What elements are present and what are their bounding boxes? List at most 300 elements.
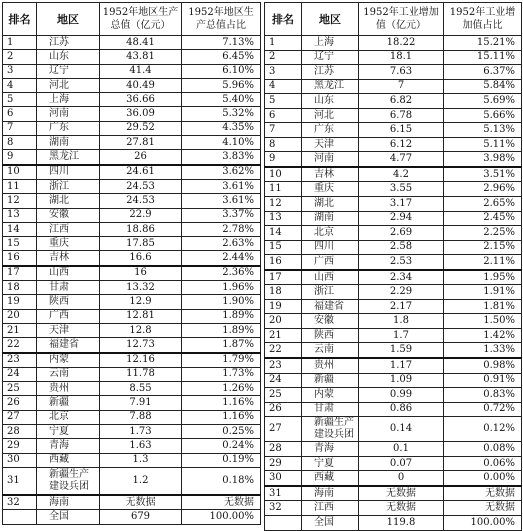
value-cell: 2.17 bbox=[359, 299, 444, 314]
table-row bbox=[3, 36, 261, 50]
region-cell: 陕西 bbox=[302, 328, 359, 343]
rank-cell: 7 bbox=[265, 123, 302, 138]
value-cell: 0.07 bbox=[359, 456, 444, 471]
value-cell: 12.73 bbox=[100, 338, 182, 353]
share-cell: 5.32% bbox=[182, 107, 261, 121]
rank-cell: 6 bbox=[3, 107, 37, 121]
rank-cell: 21 bbox=[265, 328, 302, 343]
value-cell: 3.17 bbox=[359, 197, 444, 212]
region-cell: 吉林 bbox=[302, 167, 359, 182]
region-cell: 西藏 bbox=[37, 453, 100, 467]
table-row bbox=[265, 211, 522, 226]
table-row bbox=[265, 270, 522, 285]
region-cell: 河北 bbox=[37, 78, 100, 92]
value-cell: 1.2 bbox=[100, 467, 182, 495]
value-cell: 0.99 bbox=[359, 388, 444, 403]
share-cell: 3.98% bbox=[444, 152, 522, 167]
value-cell: 1.17 bbox=[359, 358, 444, 373]
table-row bbox=[265, 471, 522, 486]
table-row bbox=[265, 417, 522, 442]
table-row bbox=[3, 309, 261, 323]
region-cell: 福建省 bbox=[37, 338, 100, 353]
region-cell: 陕西 bbox=[37, 295, 100, 309]
table-row bbox=[265, 36, 522, 51]
value-cell: 2.58 bbox=[359, 240, 444, 255]
table-row bbox=[265, 442, 522, 457]
table-row bbox=[265, 299, 522, 314]
share-cell: 7.13% bbox=[182, 36, 261, 50]
table-row bbox=[3, 150, 261, 165]
share-cell: 4.10% bbox=[182, 136, 261, 150]
share-cell: 6.10% bbox=[182, 64, 261, 78]
table-row bbox=[3, 382, 261, 396]
column-header-region: 地区 bbox=[37, 3, 100, 36]
rank-cell: 8 bbox=[265, 137, 302, 152]
rank-cell: 22 bbox=[265, 343, 302, 358]
value-cell: 7 bbox=[359, 79, 444, 94]
share-cell: 1.26% bbox=[182, 382, 261, 396]
rank-cell: 24 bbox=[3, 367, 37, 381]
value-cell: 16.6 bbox=[100, 251, 182, 266]
region-cell: 重庆 bbox=[37, 237, 100, 251]
table-row bbox=[265, 255, 522, 270]
rank-cell: 26 bbox=[265, 402, 302, 417]
value-cell: 1.63 bbox=[100, 439, 182, 453]
region-cell: 北京 bbox=[302, 226, 359, 241]
region-cell: 贵州 bbox=[302, 358, 359, 373]
region-cell: 内蒙 bbox=[302, 388, 359, 403]
rank-cell: 4 bbox=[3, 78, 37, 92]
rank-cell: 28 bbox=[265, 442, 302, 457]
region-cell: 四川 bbox=[302, 240, 359, 255]
table-row bbox=[265, 314, 522, 329]
share-cell: 5.11% bbox=[444, 137, 522, 152]
rank-cell: 13 bbox=[265, 211, 302, 226]
rank-cell: 10 bbox=[3, 165, 37, 180]
region-cell: 云南 bbox=[302, 343, 359, 358]
share-cell: 1.42% bbox=[444, 328, 522, 343]
share-cell: 1.96% bbox=[182, 281, 261, 295]
rank-cell: 20 bbox=[3, 309, 37, 323]
table-row bbox=[265, 65, 522, 80]
share-cell: 5.66% bbox=[444, 108, 522, 123]
table-row bbox=[3, 425, 261, 439]
region-cell: 浙江 bbox=[37, 179, 100, 193]
value-cell: 43.81 bbox=[100, 50, 182, 64]
column-header-gdp: 1952年地区生产总值（亿元） bbox=[100, 3, 182, 36]
table-row bbox=[3, 251, 261, 266]
share-cell: 15.11% bbox=[444, 50, 522, 65]
rank-cell: 19 bbox=[3, 295, 37, 309]
table-row bbox=[265, 167, 522, 182]
value-cell: 40.49 bbox=[100, 78, 182, 92]
table-row bbox=[3, 295, 261, 309]
rank-cell: 12 bbox=[3, 194, 37, 208]
value-cell: 1.3 bbox=[100, 453, 182, 467]
share-cell: 3.62% bbox=[182, 165, 261, 180]
value-cell: 0.86 bbox=[359, 402, 444, 417]
rank-cell: 23 bbox=[3, 353, 37, 368]
rank-cell: 9 bbox=[265, 152, 302, 167]
share-cell: 1.91% bbox=[444, 285, 522, 300]
table-row bbox=[3, 136, 261, 150]
share-cell: 0.06% bbox=[444, 456, 522, 471]
share-cell: 1.33% bbox=[444, 343, 522, 358]
value-cell: 2.53 bbox=[359, 255, 444, 270]
value-cell: 无数据 bbox=[359, 486, 444, 501]
value-cell: 0.1 bbox=[359, 442, 444, 457]
rank-cell: 2 bbox=[265, 50, 302, 65]
table-row bbox=[265, 285, 522, 300]
value-cell: 6.12 bbox=[359, 137, 444, 152]
rank-cell: 27 bbox=[3, 410, 37, 424]
value-cell: 26 bbox=[100, 150, 182, 165]
value-cell: 4.77 bbox=[359, 152, 444, 167]
region-cell: 湖北 bbox=[302, 197, 359, 212]
gdp-share-table bbox=[2, 2, 261, 525]
table-body bbox=[3, 36, 261, 525]
share-cell: 3.83% bbox=[182, 150, 261, 165]
table-body bbox=[265, 36, 522, 531]
value-cell: 7.63 bbox=[359, 65, 444, 80]
rank-cell bbox=[265, 515, 302, 530]
table-row bbox=[3, 453, 261, 467]
region-cell: 山东 bbox=[37, 50, 100, 64]
rank-cell: 22 bbox=[3, 338, 37, 353]
table-row bbox=[265, 197, 522, 212]
table-row bbox=[265, 358, 522, 373]
share-cell: 2.45% bbox=[444, 211, 522, 226]
rank-cell: 31 bbox=[265, 486, 302, 501]
rank-cell: 23 bbox=[265, 358, 302, 373]
table-row bbox=[3, 93, 261, 107]
value-cell: 8.55 bbox=[100, 382, 182, 396]
rank-cell: 26 bbox=[3, 396, 37, 410]
value-cell: 4.2 bbox=[359, 167, 444, 182]
share-cell: 0.83% bbox=[444, 388, 522, 403]
share-cell: 3.51% bbox=[444, 167, 522, 182]
value-cell: 2.69 bbox=[359, 226, 444, 241]
value-cell: 29.52 bbox=[100, 121, 182, 135]
value-cell: 无数据 bbox=[100, 495, 182, 510]
region-cell: 湖南 bbox=[302, 211, 359, 226]
region-cell: 黑龙江 bbox=[302, 79, 359, 94]
region-cell: 广西 bbox=[302, 255, 359, 270]
share-cell: 1.87% bbox=[182, 338, 261, 353]
value-cell: 24.53 bbox=[100, 179, 182, 193]
region-cell: 天津 bbox=[37, 323, 100, 337]
share-cell: 0.72% bbox=[444, 402, 522, 417]
share-cell: 100.00% bbox=[182, 510, 261, 524]
region-cell: 甘肃 bbox=[302, 402, 359, 417]
table-row bbox=[3, 179, 261, 193]
value-cell: 24.53 bbox=[100, 194, 182, 208]
value-cell: 1.09 bbox=[359, 373, 444, 388]
table-row bbox=[265, 123, 522, 138]
table-row bbox=[3, 78, 261, 92]
rank-cell: 12 bbox=[265, 197, 302, 212]
value-cell: 1.73 bbox=[100, 425, 182, 439]
region-cell: 黑龙江 bbox=[37, 150, 100, 165]
share-cell: 1.79% bbox=[182, 353, 261, 368]
table-row bbox=[3, 50, 261, 64]
share-cell: 0.98% bbox=[444, 358, 522, 373]
share-cell: 1.73% bbox=[182, 367, 261, 381]
table-row bbox=[265, 108, 522, 123]
region-cell: 西藏 bbox=[302, 471, 359, 486]
value-cell: 11.78 bbox=[100, 367, 182, 381]
rank-cell: 16 bbox=[3, 251, 37, 266]
share-cell: 1.50% bbox=[444, 314, 522, 329]
region-cell: 内蒙 bbox=[37, 353, 100, 368]
region-cell: 广西 bbox=[37, 309, 100, 323]
value-cell: 6.78 bbox=[359, 108, 444, 123]
column-header-rank: 排名 bbox=[265, 3, 302, 36]
region-cell: 贵州 bbox=[37, 382, 100, 396]
table-header-row bbox=[265, 3, 522, 36]
table-row bbox=[265, 328, 522, 343]
table-row bbox=[3, 353, 261, 368]
rank-cell: 14 bbox=[265, 226, 302, 241]
share-cell: 5.96% bbox=[182, 78, 261, 92]
share-cell: 2.96% bbox=[444, 182, 522, 197]
value-cell: 2.29 bbox=[359, 285, 444, 300]
share-cell: 0.12% bbox=[444, 417, 522, 442]
rank-cell: 3 bbox=[3, 64, 37, 78]
table-row bbox=[265, 402, 522, 417]
value-cell: 1.8 bbox=[359, 314, 444, 329]
region-cell: 浙江 bbox=[302, 285, 359, 300]
region-cell: 云南 bbox=[37, 367, 100, 381]
table-row bbox=[3, 121, 261, 135]
table-row bbox=[265, 501, 522, 516]
share-cell: 1.89% bbox=[182, 323, 261, 337]
table-row bbox=[265, 79, 522, 94]
share-cell: 2.63% bbox=[182, 237, 261, 251]
region-cell: 安徽 bbox=[302, 314, 359, 329]
total-row bbox=[265, 515, 522, 530]
table-row bbox=[3, 208, 261, 222]
table-row bbox=[3, 467, 261, 495]
value-cell: 6.82 bbox=[359, 94, 444, 109]
region-cell: 辽宁 bbox=[302, 50, 359, 65]
region-cell: 河北 bbox=[302, 108, 359, 123]
region-cell: 山西 bbox=[302, 270, 359, 285]
table-row bbox=[265, 94, 522, 109]
value-cell: 6.15 bbox=[359, 123, 444, 138]
share-cell: 0.00% bbox=[444, 471, 522, 486]
table-row bbox=[265, 226, 522, 241]
table-row bbox=[3, 266, 261, 281]
share-cell: 0.19% bbox=[182, 453, 261, 467]
region-cell: 江苏 bbox=[302, 65, 359, 80]
value-cell: 7.91 bbox=[100, 396, 182, 410]
value-cell: 24.61 bbox=[100, 165, 182, 180]
value-cell: 119.8 bbox=[359, 515, 444, 530]
value-cell: 13.32 bbox=[100, 281, 182, 295]
share-cell: 2.36% bbox=[182, 266, 261, 281]
value-cell: 41.4 bbox=[100, 64, 182, 78]
region-cell: 甘肃 bbox=[37, 281, 100, 295]
column-header-industry-share: 1952年工业增加值占比 bbox=[444, 3, 522, 36]
value-cell: 27.81 bbox=[100, 136, 182, 150]
rank-cell: 24 bbox=[265, 373, 302, 388]
region-cell: 海南 bbox=[302, 486, 359, 501]
value-cell: 1.7 bbox=[359, 328, 444, 343]
value-cell: 18.86 bbox=[100, 222, 182, 236]
share-cell: 1.16% bbox=[182, 396, 261, 410]
share-cell: 0.25% bbox=[182, 425, 261, 439]
share-cell: 2.44% bbox=[182, 251, 261, 266]
region-cell: 新疆 bbox=[302, 373, 359, 388]
table-row bbox=[265, 152, 522, 167]
share-cell: 100.00% bbox=[444, 515, 522, 530]
table-row bbox=[265, 486, 522, 501]
share-cell: 2.25% bbox=[444, 226, 522, 241]
rank-cell: 5 bbox=[265, 94, 302, 109]
region-cell: 青海 bbox=[37, 439, 100, 453]
rank-cell: 4 bbox=[265, 79, 302, 94]
share-cell: 1.81% bbox=[444, 299, 522, 314]
region-cell: 江西 bbox=[302, 501, 359, 516]
table-row bbox=[265, 388, 522, 403]
region-cell: 江西 bbox=[37, 222, 100, 236]
share-cell: 无数据 bbox=[444, 501, 522, 516]
share-cell: 3.61% bbox=[182, 194, 261, 208]
value-cell: 48.41 bbox=[100, 36, 182, 50]
rank-cell: 2 bbox=[3, 50, 37, 64]
rank-cell: 28 bbox=[3, 425, 37, 439]
region-cell: 青海 bbox=[302, 442, 359, 457]
table-row bbox=[265, 240, 522, 255]
rank-cell: 16 bbox=[265, 255, 302, 270]
table-row bbox=[265, 137, 522, 152]
value-cell: 0.14 bbox=[359, 417, 444, 442]
table-row bbox=[3, 338, 261, 353]
table-row bbox=[3, 222, 261, 236]
region-cell: 上海 bbox=[302, 36, 359, 51]
rank-cell: 20 bbox=[265, 314, 302, 329]
region-cell: 吉林 bbox=[37, 251, 100, 266]
share-cell: 1.16% bbox=[182, 410, 261, 424]
column-header-rank: 排名 bbox=[3, 3, 37, 36]
rank-cell: 17 bbox=[265, 270, 302, 285]
share-cell: 5.84% bbox=[444, 79, 522, 94]
value-cell: 22.9 bbox=[100, 208, 182, 222]
rank-cell: 7 bbox=[3, 121, 37, 135]
share-cell: 15.21% bbox=[444, 36, 522, 51]
rank-cell: 9 bbox=[3, 150, 37, 165]
table-row bbox=[265, 50, 522, 65]
value-cell: 1.59 bbox=[359, 343, 444, 358]
region-cell: 全国 bbox=[37, 510, 100, 524]
share-cell: 1.89% bbox=[182, 309, 261, 323]
share-cell: 0.91% bbox=[444, 373, 522, 388]
value-cell: 无数据 bbox=[359, 501, 444, 516]
value-cell: 679 bbox=[100, 510, 182, 524]
rank-cell: 15 bbox=[265, 240, 302, 255]
value-cell: 0 bbox=[359, 471, 444, 486]
share-cell: 2.15% bbox=[444, 240, 522, 255]
value-cell: 12.81 bbox=[100, 309, 182, 323]
rank-cell: 18 bbox=[265, 285, 302, 300]
rank-cell: 8 bbox=[3, 136, 37, 150]
column-header-region: 地区 bbox=[302, 3, 359, 36]
table-row bbox=[3, 495, 261, 510]
region-cell: 新疆生产建设兵团 bbox=[37, 467, 100, 495]
share-cell: 0.24% bbox=[182, 439, 261, 453]
value-cell: 12.16 bbox=[100, 353, 182, 368]
value-cell: 7.88 bbox=[100, 410, 182, 424]
value-cell: 12.9 bbox=[100, 295, 182, 309]
table-row bbox=[3, 237, 261, 251]
rank-cell: 3 bbox=[265, 65, 302, 80]
value-cell: 18.1 bbox=[359, 50, 444, 65]
rank-cell: 18 bbox=[3, 281, 37, 295]
region-cell: 湖北 bbox=[37, 194, 100, 208]
table-row bbox=[265, 456, 522, 471]
industry-share-table bbox=[264, 2, 522, 531]
share-cell: 1.95% bbox=[444, 270, 522, 285]
rank-cell: 32 bbox=[3, 495, 37, 510]
share-cell: 2.78% bbox=[182, 222, 261, 236]
region-cell: 安徽 bbox=[37, 208, 100, 222]
share-cell: 0.08% bbox=[444, 442, 522, 457]
value-cell: 17.85 bbox=[100, 237, 182, 251]
rank-cell: 15 bbox=[3, 237, 37, 251]
region-cell: 北京 bbox=[37, 410, 100, 424]
region-cell: 天津 bbox=[302, 137, 359, 152]
rank-cell: 1 bbox=[265, 36, 302, 51]
region-cell: 辽宁 bbox=[37, 64, 100, 78]
share-cell: 6.45% bbox=[182, 50, 261, 64]
table-row bbox=[265, 373, 522, 388]
rank-cell: 13 bbox=[3, 208, 37, 222]
region-cell: 广东 bbox=[302, 123, 359, 138]
region-cell: 河南 bbox=[37, 107, 100, 121]
value-cell: 2.94 bbox=[359, 211, 444, 226]
share-cell: 5.40% bbox=[182, 93, 261, 107]
region-cell: 全国 bbox=[302, 515, 359, 530]
rank-cell: 21 bbox=[3, 323, 37, 337]
region-cell: 广东 bbox=[37, 121, 100, 135]
table-row bbox=[3, 410, 261, 424]
rank-cell: 29 bbox=[265, 456, 302, 471]
table-header-row bbox=[3, 3, 261, 36]
region-cell: 福建省 bbox=[302, 299, 359, 314]
share-cell: 3.37% bbox=[182, 208, 261, 222]
region-cell: 山西 bbox=[37, 266, 100, 281]
share-cell: 2.65% bbox=[444, 197, 522, 212]
value-cell: 3.55 bbox=[359, 182, 444, 197]
rank-cell: 30 bbox=[265, 471, 302, 486]
table-row bbox=[3, 165, 261, 180]
share-cell: 5.13% bbox=[444, 123, 522, 138]
rank-cell: 32 bbox=[265, 501, 302, 516]
rank-cell: 17 bbox=[3, 266, 37, 281]
value-cell: 18.22 bbox=[359, 36, 444, 51]
region-cell: 湖南 bbox=[37, 136, 100, 150]
table-row bbox=[3, 439, 261, 453]
rank-cell: 25 bbox=[265, 388, 302, 403]
table-row bbox=[3, 396, 261, 410]
table-row bbox=[3, 323, 261, 337]
table-row bbox=[3, 194, 261, 208]
rank-cell: 11 bbox=[265, 182, 302, 197]
region-cell: 重庆 bbox=[302, 182, 359, 197]
share-cell: 无数据 bbox=[444, 486, 522, 501]
region-cell: 新疆 bbox=[37, 396, 100, 410]
